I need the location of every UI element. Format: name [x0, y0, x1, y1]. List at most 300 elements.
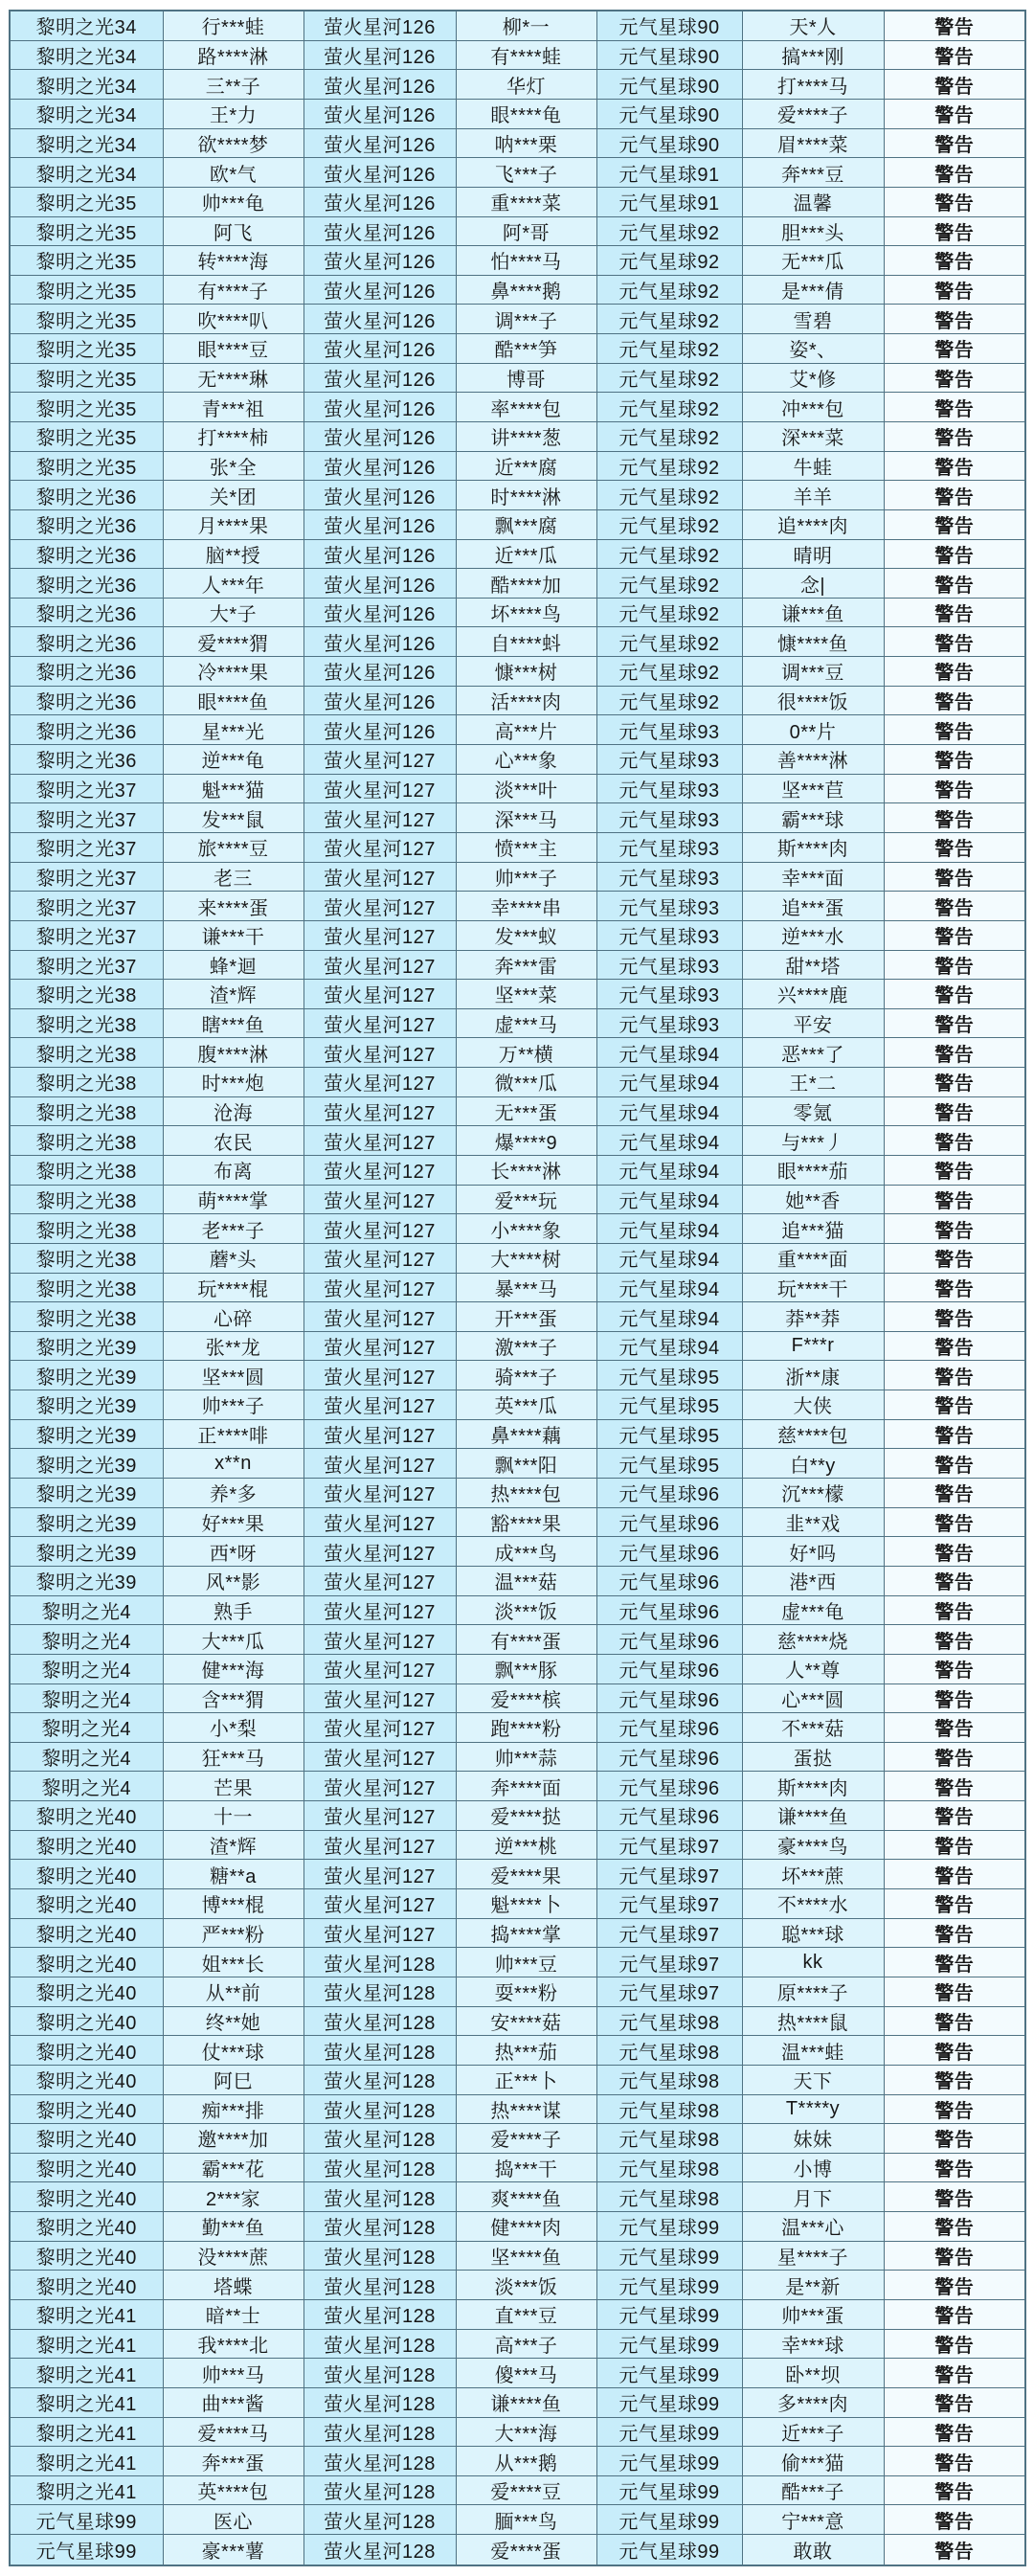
player-c-cell: 沉***檬 [742, 1479, 884, 1508]
player-a-cell: 芒果 [163, 1772, 303, 1801]
warning-cell: 警告 [884, 1096, 1025, 1126]
player-a-cell: 霸***花 [163, 2153, 303, 2182]
player-a-cell: 阿巳 [163, 2065, 303, 2094]
player-b-cell: 高***片 [456, 715, 596, 745]
server-a-cell: 黎明之光39 [10, 1361, 163, 1390]
server-a-cell: 黎明之光38 [10, 1273, 163, 1302]
table-row [10, 2006, 1025, 2036]
server-c-cell: 元气星球90 [596, 99, 742, 128]
player-c-cell: 斯****肉 [742, 1772, 884, 1801]
server-c-cell: 元气星球93 [596, 980, 742, 1009]
player-c-cell: 酷***子 [742, 2475, 884, 2505]
player-b-cell: 健****肉 [456, 2212, 596, 2242]
server-c-cell: 元气星球92 [596, 275, 742, 305]
server-b-cell: 萤火星河127 [303, 1156, 456, 1186]
player-b-cell: 酷****加 [456, 569, 596, 599]
player-c-cell: 好*吗 [742, 1537, 884, 1567]
player-b-cell: 飘***腐 [456, 509, 596, 539]
player-a-cell: 打****柿 [163, 421, 303, 451]
server-b-cell: 萤火星河127 [303, 1096, 456, 1126]
player-a-cell: 欧*气 [163, 158, 303, 188]
server-a-cell: 黎明之光40 [10, 2006, 163, 2036]
player-a-cell: 风**影 [163, 1566, 303, 1595]
player-b-cell: 淡***叶 [456, 774, 596, 803]
player-a-cell: 正****啡 [163, 1419, 303, 1449]
server-a-cell: 黎明之光41 [10, 2387, 163, 2417]
table-row [10, 334, 1025, 364]
server-a-cell: 黎明之光38 [10, 1096, 163, 1126]
player-a-cell: 瞎***鱼 [163, 1008, 303, 1038]
warning-cell: 警告 [884, 481, 1025, 510]
player-a-cell: 谦***干 [163, 920, 303, 950]
server-b-cell: 萤火星河127 [303, 980, 456, 1009]
server-c-cell: 元气星球91 [596, 187, 742, 216]
warning-cell: 警告 [884, 187, 1025, 216]
player-a-cell: 终**她 [163, 2006, 303, 2036]
warning-cell: 警告 [884, 1801, 1025, 1831]
table-row [10, 1419, 1025, 1449]
server-c-cell: 元气星球94 [596, 1302, 742, 1332]
player-a-cell: 玩****棍 [163, 1273, 303, 1302]
server-a-cell: 黎明之光38 [10, 1185, 163, 1214]
server-b-cell: 萤火星河127 [303, 1214, 456, 1244]
player-b-cell: 时****淋 [456, 481, 596, 510]
server-b-cell: 萤火星河127 [303, 1185, 456, 1214]
server-c-cell: 元气星球94 [596, 1068, 742, 1097]
server-b-cell: 萤火星河127 [303, 1772, 456, 1801]
player-a-cell: 心碎 [163, 1302, 303, 1332]
table-row [10, 2271, 1025, 2300]
player-b-cell: 有****蛙 [456, 40, 596, 70]
table-row [10, 2505, 1025, 2535]
table-row [10, 2094, 1025, 2124]
player-b-cell: 飞***子 [456, 158, 596, 188]
server-b-cell: 萤火星河127 [303, 1507, 456, 1537]
player-b-cell: 帅***蒜 [456, 1742, 596, 1772]
server-c-cell: 元气星球98 [596, 2065, 742, 2094]
player-c-cell: 莽**莽 [742, 1302, 884, 1332]
player-c-cell: 是***倩 [742, 275, 884, 305]
server-a-cell: 黎明之光38 [10, 1038, 163, 1068]
player-b-cell: 讲****葱 [456, 421, 596, 451]
server-c-cell: 元气星球97 [596, 1860, 742, 1889]
table-row [10, 1302, 1025, 1332]
server-c-cell: 元气星球94 [596, 1096, 742, 1126]
table-row [10, 2153, 1025, 2182]
warning-cell: 警告 [884, 1654, 1025, 1683]
server-c-cell: 元气星球98 [596, 2094, 742, 2124]
server-c-cell: 元气星球99 [596, 2535, 742, 2565]
warning-cell: 警告 [884, 451, 1025, 481]
server-c-cell: 元气星球99 [596, 2271, 742, 2300]
player-a-cell: 熟手 [163, 1595, 303, 1625]
table-row [10, 980, 1025, 1009]
player-c-cell: 追***蛋 [742, 892, 884, 921]
table-row [10, 1566, 1025, 1595]
table-row [10, 539, 1025, 569]
server-a-cell: 元气星球99 [10, 2505, 163, 2535]
server-c-cell: 元气星球92 [596, 393, 742, 422]
server-b-cell: 萤火星河127 [303, 1008, 456, 1038]
player-c-cell: 零氪 [742, 1096, 884, 1126]
player-a-cell: 欲****梦 [163, 128, 303, 158]
warning-cell: 警告 [884, 1126, 1025, 1156]
player-b-cell: 心***象 [456, 745, 596, 775]
player-c-cell: 宁***意 [742, 2505, 884, 2535]
server-c-cell: 元气星球98 [596, 2182, 742, 2212]
table-row [10, 1595, 1025, 1625]
table-row [10, 1801, 1025, 1831]
warning-cell: 警告 [884, 1302, 1025, 1332]
table-row [10, 1742, 1025, 1772]
player-c-cell: 帅***蛋 [742, 2299, 884, 2329]
warning-cell: 警告 [884, 11, 1025, 40]
table-row [10, 627, 1025, 657]
server-b-cell: 萤火星河127 [303, 862, 456, 892]
warning-cell: 警告 [884, 40, 1025, 70]
warning-cell: 警告 [884, 1772, 1025, 1801]
server-a-cell: 黎明之光38 [10, 1008, 163, 1038]
table-row [10, 1507, 1025, 1537]
player-b-cell: 淡***饭 [456, 2271, 596, 2300]
warning-cell: 警告 [884, 363, 1025, 393]
player-a-cell: 西*呀 [163, 1537, 303, 1567]
server-c-cell: 元气星球96 [596, 1742, 742, 1772]
warning-cell: 警告 [884, 598, 1025, 627]
server-a-cell: 黎明之光39 [10, 1507, 163, 1537]
server-b-cell: 萤火星河126 [303, 246, 456, 276]
player-a-cell: 勤***鱼 [163, 2212, 303, 2242]
table-row [10, 2124, 1025, 2154]
server-b-cell: 萤火星河127 [303, 1273, 456, 1302]
player-a-cell: 老三 [163, 862, 303, 892]
player-c-cell: 慈****包 [742, 1419, 884, 1449]
player-c-cell: 近***子 [742, 2417, 884, 2447]
server-a-cell: 黎明之光35 [10, 275, 163, 305]
server-a-cell: 黎明之光39 [10, 1419, 163, 1449]
player-a-cell: x**n [163, 1449, 303, 1479]
table-row [10, 99, 1025, 128]
player-c-cell: 斯****肉 [742, 832, 884, 862]
player-b-cell: 热****包 [456, 1479, 596, 1508]
table-row [10, 1273, 1025, 1302]
server-a-cell: 黎明之光40 [10, 1889, 163, 1919]
player-a-cell: 帅***龟 [163, 187, 303, 216]
player-b-cell: 飘***阳 [456, 1449, 596, 1479]
player-c-cell: 心***圆 [742, 1683, 884, 1713]
table-row [10, 1479, 1025, 1508]
player-c-cell: 豪****鸟 [742, 1830, 884, 1860]
player-c-cell: 慈****烧 [742, 1625, 884, 1655]
server-c-cell: 元气星球95 [596, 1361, 742, 1390]
server-b-cell: 萤火星河128 [303, 2475, 456, 2505]
player-c-cell: 小博 [742, 2153, 884, 2182]
warning-cell: 警告 [884, 216, 1025, 246]
server-b-cell: 萤火星河128 [303, 2447, 456, 2476]
warning-cell: 警告 [884, 99, 1025, 128]
player-c-cell: 原****子 [742, 1977, 884, 2006]
warning-cell: 警告 [884, 128, 1025, 158]
table-row [10, 216, 1025, 246]
player-b-cell: 暴***马 [456, 1273, 596, 1302]
player-a-cell: 塔蝶 [163, 2271, 303, 2300]
table-row [10, 2241, 1025, 2271]
player-b-cell: 飘***豚 [456, 1654, 596, 1683]
player-b-cell: 鼻****鹅 [456, 275, 596, 305]
player-c-cell: kk [742, 1948, 884, 1977]
table-row [10, 1860, 1025, 1889]
warning-cell: 警告 [884, 1156, 1025, 1186]
player-a-cell: 逆***龟 [163, 745, 303, 775]
table-row [10, 1038, 1025, 1068]
player-c-cell: 温***心 [742, 2212, 884, 2242]
server-a-cell: 黎明之光36 [10, 569, 163, 599]
table-row [10, 774, 1025, 803]
server-c-cell: 元气星球95 [596, 1419, 742, 1449]
player-b-cell: 万**横 [456, 1038, 596, 1068]
player-b-cell: 安****菇 [456, 2006, 596, 2036]
table-row [10, 481, 1025, 510]
player-c-cell: 是**新 [742, 2271, 884, 2300]
player-c-cell: 天*人 [742, 11, 884, 40]
server-b-cell: 萤火星河127 [303, 1595, 456, 1625]
player-b-cell: 小****象 [456, 1214, 596, 1244]
server-b-cell: 萤火星河128 [303, 2065, 456, 2094]
server-a-cell: 黎明之光35 [10, 334, 163, 364]
table-row [10, 2417, 1025, 2447]
server-b-cell: 萤火星河127 [303, 1537, 456, 1567]
server-b-cell: 萤火星河126 [303, 363, 456, 393]
player-a-cell: 我****北 [163, 2329, 303, 2359]
server-c-cell: 元气星球92 [596, 598, 742, 627]
table-row [10, 2329, 1025, 2359]
server-b-cell: 萤火星河127 [303, 950, 456, 980]
player-c-cell: 羊羊 [742, 481, 884, 510]
player-a-cell: 仗***球 [163, 2036, 303, 2066]
player-b-cell: 直***豆 [456, 2299, 596, 2329]
player-a-cell: 小*梨 [163, 1713, 303, 1743]
player-b-cell: 大***海 [456, 2417, 596, 2447]
server-b-cell: 萤火星河127 [303, 1361, 456, 1390]
table-row [10, 1361, 1025, 1390]
player-a-cell: 发***鼠 [163, 803, 303, 833]
player-a-cell: 十一 [163, 1801, 303, 1831]
player-c-cell: 天下 [742, 2065, 884, 2094]
warning-cell: 警告 [884, 1860, 1025, 1889]
player-c-cell: 温***蛙 [742, 2036, 884, 2066]
player-a-cell: 帅***马 [163, 2359, 303, 2388]
server-c-cell: 元气星球99 [596, 2241, 742, 2271]
server-b-cell: 萤火星河128 [303, 2036, 456, 2066]
server-c-cell: 元气星球90 [596, 128, 742, 158]
server-c-cell: 元气星球94 [596, 1331, 742, 1361]
server-a-cell: 黎明之光38 [10, 1214, 163, 1244]
server-c-cell: 元气星球98 [596, 2036, 742, 2066]
player-b-cell: 从***鹅 [456, 2447, 596, 2476]
player-b-cell: 发***蚁 [456, 920, 596, 950]
player-a-cell: 无****琳 [163, 363, 303, 393]
server-a-cell: 黎明之光37 [10, 892, 163, 921]
table-row [10, 657, 1025, 687]
server-a-cell: 黎明之光38 [10, 980, 163, 1009]
player-a-cell: 糖**a [163, 1860, 303, 1889]
table-row [10, 1008, 1025, 1038]
server-a-cell: 黎明之光39 [10, 1331, 163, 1361]
warning-cell: 警告 [884, 2212, 1025, 2242]
server-a-cell: 黎明之光38 [10, 1126, 163, 1156]
player-a-cell: 旅****豆 [163, 832, 303, 862]
table-row [10, 2065, 1025, 2094]
server-b-cell: 萤火星河127 [303, 745, 456, 775]
table-row [10, 275, 1025, 305]
server-a-cell: 黎明之光35 [10, 393, 163, 422]
warning-cell: 警告 [884, 1742, 1025, 1772]
player-b-cell: 热***茄 [456, 2036, 596, 2066]
player-b-cell: 奔***雷 [456, 950, 596, 980]
player-b-cell: 怕****马 [456, 246, 596, 276]
warning-cell: 警告 [884, 657, 1025, 687]
player-b-cell: 帅***子 [456, 862, 596, 892]
player-a-cell: 脑**授 [163, 539, 303, 569]
server-b-cell: 萤火星河128 [303, 2094, 456, 2124]
server-b-cell: 萤火星河126 [303, 70, 456, 100]
server-b-cell: 萤火星河127 [303, 1713, 456, 1743]
server-a-cell: 黎明之光40 [10, 1918, 163, 1948]
player-a-cell: 爱****马 [163, 2417, 303, 2447]
server-a-cell: 黎明之光40 [10, 2036, 163, 2066]
server-b-cell: 萤火星河128 [303, 2299, 456, 2329]
player-b-cell: 激***子 [456, 1331, 596, 1361]
player-a-cell: 豪***薯 [163, 2535, 303, 2565]
player-a-cell: 蜂*迴 [163, 950, 303, 980]
player-c-cell: 坚***苣 [742, 774, 884, 803]
player-a-cell: 眼****鱼 [163, 686, 303, 715]
player-b-cell: 自****蚪 [456, 627, 596, 657]
server-c-cell: 元气星球92 [596, 539, 742, 569]
player-c-cell: 打****马 [742, 70, 884, 100]
server-b-cell: 萤火星河128 [303, 2241, 456, 2271]
server-c-cell: 元气星球93 [596, 862, 742, 892]
server-c-cell: 元气星球92 [596, 657, 742, 687]
warning-cell: 警告 [884, 2124, 1025, 2154]
table-row [10, 1713, 1025, 1743]
player-c-cell: 逆***水 [742, 920, 884, 950]
player-c-cell: 她**香 [742, 1185, 884, 1214]
player-a-cell: 沧海 [163, 1096, 303, 1126]
server-b-cell: 萤火星河126 [303, 128, 456, 158]
player-c-cell: 兴****鹿 [742, 980, 884, 1009]
server-a-cell: 黎明之光36 [10, 715, 163, 745]
server-a-cell: 黎明之光36 [10, 539, 163, 569]
server-b-cell: 萤火星河128 [303, 1977, 456, 2006]
server-a-cell: 黎明之光40 [10, 1830, 163, 1860]
player-b-cell: 捣***干 [456, 2153, 596, 2182]
player-c-cell: 多****肉 [742, 2387, 884, 2417]
server-b-cell: 萤火星河127 [303, 1068, 456, 1097]
server-c-cell: 元气星球99 [596, 2299, 742, 2329]
server-c-cell: 元气星球96 [596, 1479, 742, 1508]
player-b-cell: 阿*哥 [456, 216, 596, 246]
player-b-cell: 慷***树 [456, 657, 596, 687]
server-c-cell: 元气星球97 [596, 1977, 742, 2006]
penalty-table-body [10, 11, 1025, 2565]
warning-cell: 警告 [884, 1830, 1025, 1860]
player-b-cell: 爱****豆 [456, 2475, 596, 2505]
server-b-cell: 萤火星河126 [303, 657, 456, 687]
server-c-cell: 元气星球94 [596, 1185, 742, 1214]
server-a-cell: 黎明之光40 [10, 1860, 163, 1889]
server-b-cell: 萤火星河127 [303, 892, 456, 921]
player-a-cell: 老***子 [163, 1214, 303, 1244]
table-row [10, 1331, 1025, 1361]
server-a-cell: 黎明之光4 [10, 1625, 163, 1655]
server-c-cell: 元气星球96 [596, 1595, 742, 1625]
player-b-cell: 坚***菜 [456, 980, 596, 1009]
player-b-cell: 爱****挞 [456, 1801, 596, 1831]
server-c-cell: 元气星球92 [596, 686, 742, 715]
player-a-cell: 大*子 [163, 598, 303, 627]
warning-cell: 警告 [884, 950, 1025, 980]
server-a-cell: 黎明之光4 [10, 1595, 163, 1625]
server-c-cell: 元气星球94 [596, 1038, 742, 1068]
table-row [10, 2447, 1025, 2476]
player-c-cell: 幸***面 [742, 862, 884, 892]
server-a-cell: 黎明之光35 [10, 451, 163, 481]
player-c-cell: 甜**塔 [742, 950, 884, 980]
server-b-cell: 萤火星河127 [303, 1126, 456, 1156]
server-a-cell: 黎明之光41 [10, 2359, 163, 2388]
table-row [10, 393, 1025, 422]
server-b-cell: 萤火星河127 [303, 1889, 456, 1919]
server-c-cell: 元气星球93 [596, 892, 742, 921]
server-b-cell: 萤火星河126 [303, 334, 456, 364]
table-row [10, 421, 1025, 451]
player-b-cell: 谦****鱼 [456, 2387, 596, 2417]
server-c-cell: 元气星球90 [596, 40, 742, 70]
server-a-cell: 黎明之光41 [10, 2447, 163, 2476]
server-a-cell: 黎明之光35 [10, 421, 163, 451]
server-b-cell: 萤火星河126 [303, 305, 456, 334]
player-b-cell: 调***子 [456, 305, 596, 334]
player-a-cell: 月****果 [163, 509, 303, 539]
server-a-cell: 黎明之光4 [10, 1772, 163, 1801]
player-a-cell: 三**子 [163, 70, 303, 100]
table-row [10, 1918, 1025, 1948]
warning-cell: 警告 [884, 2447, 1025, 2476]
server-b-cell: 萤火星河127 [303, 1860, 456, 1889]
penalty-table [9, 10, 1026, 2566]
server-b-cell: 萤火星河128 [303, 2505, 456, 2535]
player-b-cell: 鼻****藕 [456, 1419, 596, 1449]
server-c-cell: 元气星球92 [596, 421, 742, 451]
table-row [10, 920, 1025, 950]
server-c-cell: 元气星球92 [596, 509, 742, 539]
player-a-cell: 冷****果 [163, 657, 303, 687]
player-b-cell: 博哥 [456, 363, 596, 393]
table-row [10, 1683, 1025, 1713]
player-c-cell: 白**y [742, 1449, 884, 1479]
player-a-cell: 路****淋 [163, 40, 303, 70]
server-c-cell: 元气星球99 [596, 2475, 742, 2505]
warning-cell: 警告 [884, 1419, 1025, 1449]
player-b-cell: 豁****果 [456, 1507, 596, 1537]
table-row [10, 598, 1025, 627]
server-c-cell: 元气星球94 [596, 1156, 742, 1186]
table-row [10, 803, 1025, 833]
warning-cell: 警告 [884, 70, 1025, 100]
warning-cell: 警告 [884, 1977, 1025, 2006]
warning-cell: 警告 [884, 1537, 1025, 1567]
